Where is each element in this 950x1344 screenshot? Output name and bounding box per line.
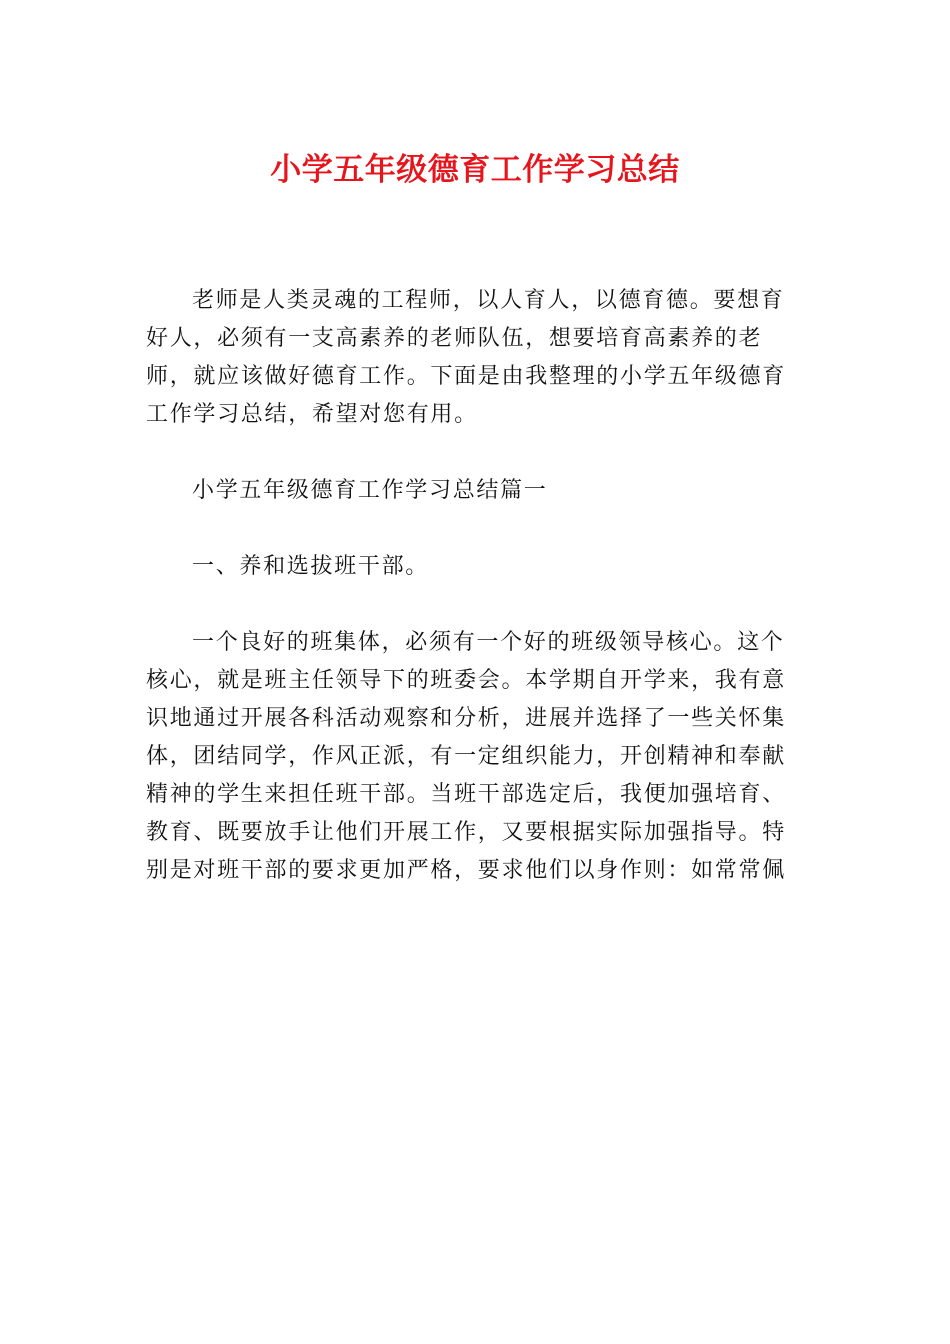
section-heading: 小学五年级德育工作学习总结篇一 xyxy=(192,478,548,503)
subsection-heading: 一、养和选拔班干部。 xyxy=(192,554,430,579)
body-paragraph: 一个良好的班集体，必须有一个好的班级领导核心。这个核心，就是班主任领导下的班委会。本学期自开学来，我有意识地通过开展各科活动观察和分析，进展并选择了一些关怀集体，团结同学，作风正派，有一定组织能力，开创精神和奉献精神的学生来担任班干部。当班干部选定后，我便加强培育、教育、既要放手让他们开展工作，又要根据实际加强指导。特别是对班干部的要求更加严格，要求他们以身作则：如常常佩 xyxy=(146,630,786,883)
document-body xyxy=(146,282,796,890)
intro-paragraph: 老师是人类灵魂的工程师，以人育人，以德育德。要想育好人，必须有一支高素养的老师队伍，想要培育高素养的老师，就应该做好德育工作。下面是由我整理的小学五年级德育工作学习总结，希望对您有用。 xyxy=(146,288,786,427)
document-title: 小学五年级德育工作学习总结 xyxy=(270,152,680,188)
